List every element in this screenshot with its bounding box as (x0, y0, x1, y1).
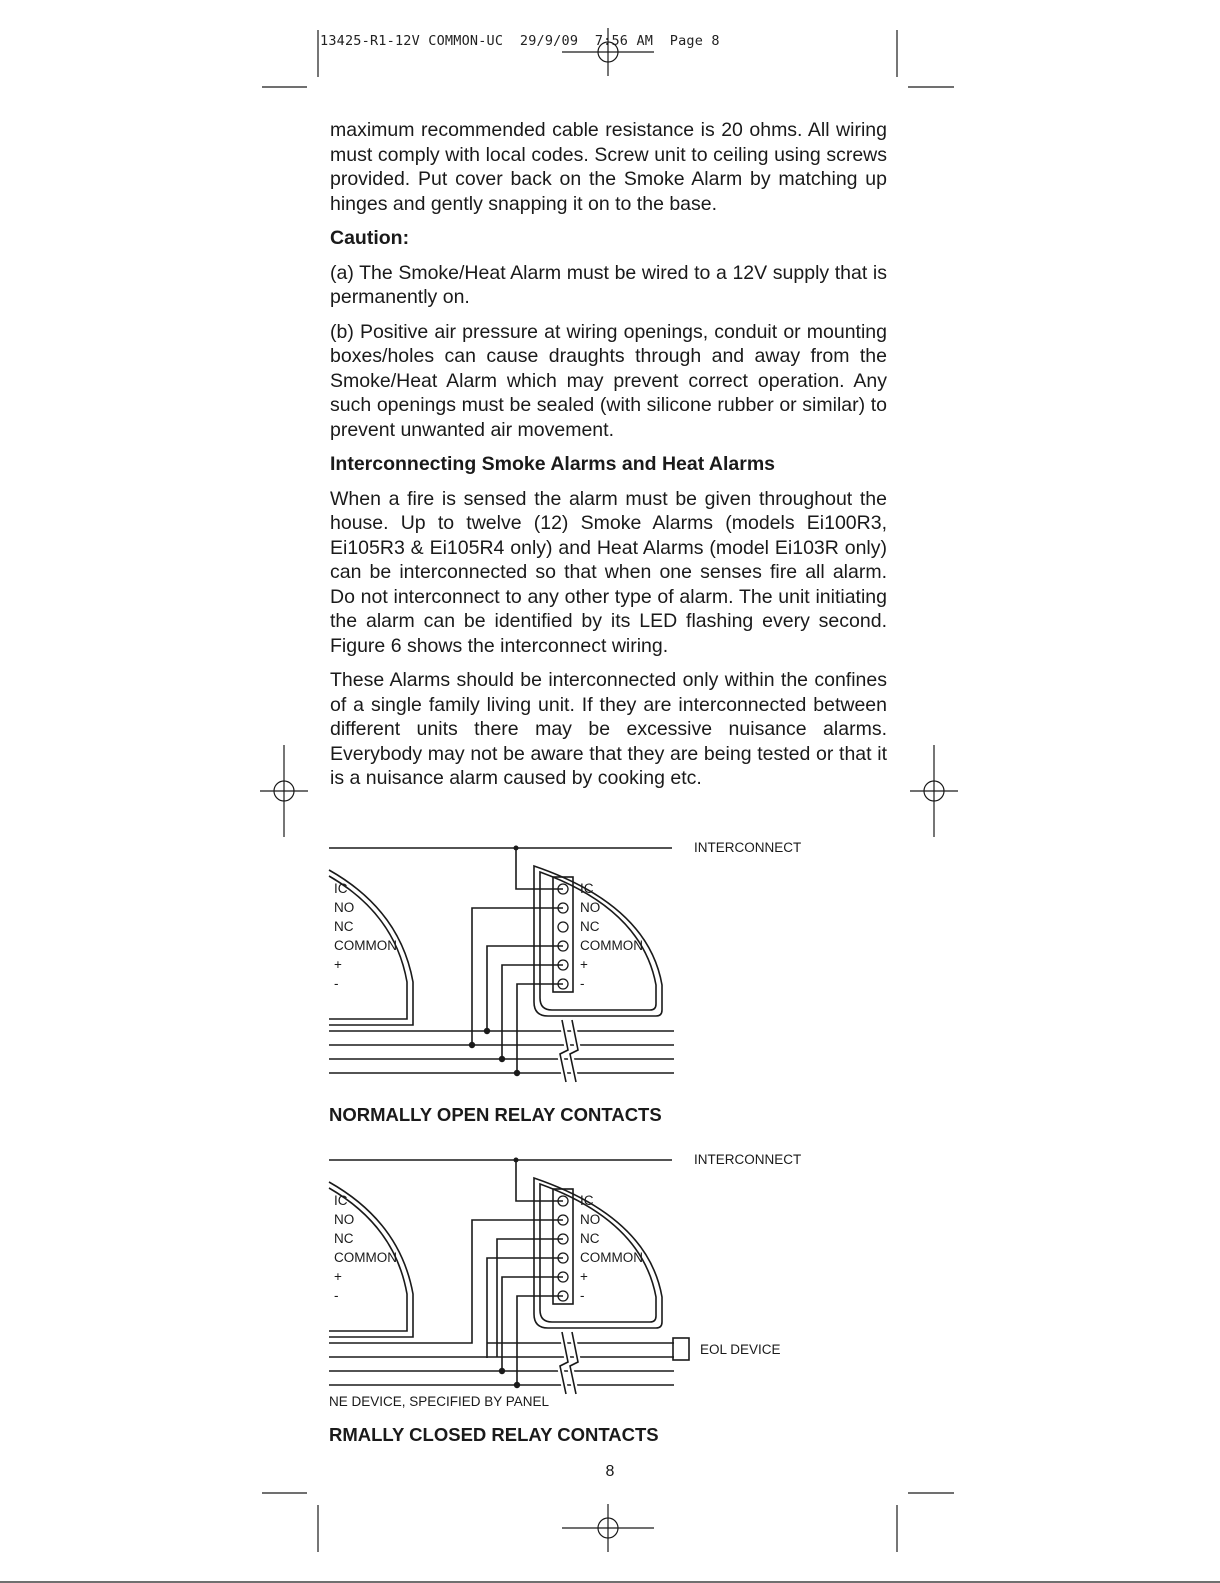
diagram-normally-open (329, 840, 801, 1125)
wiring (329, 846, 674, 1083)
terminal-label: NC (334, 1231, 354, 1246)
interconnect-heading: Interconnecting Smoke Alarms and Heat Alarms (330, 453, 776, 475)
terminal-label: + (580, 957, 588, 972)
header-page-label: Page 8 (669, 33, 720, 49)
paragraph-interconnect-1: When a fire is sensed the alarm must be given throughout the house. Up to twelve (12) Smoke Alarms (models Ei100R3, Ei105R3 & Ei105R4 only) and Heat Alarms (model Ei103R only) can be interconnected so that when one senses fire all alarm. Do not interconnect to any other type of alarm. The unit initiating the alarm can be identified by its LED flashing every second. Figure 6 shows the interconnect wiring. (330, 487, 887, 657)
terminal-label: COMMON (580, 1250, 643, 1265)
eol-device-label: EOL DEVICE (700, 1342, 781, 1357)
eol-device-symbol (673, 1338, 689, 1360)
terminal-label: COMMON (334, 938, 397, 953)
terminal-label: NO (580, 900, 601, 915)
terminal-label: NO (334, 1212, 355, 1227)
left-terminal-labels (334, 881, 397, 991)
crop-marks (262, 30, 954, 1552)
wiring (329, 1158, 674, 1395)
terminal-label: - (580, 976, 585, 991)
terminal-label: + (334, 1269, 342, 1284)
right-terminal-labels (580, 1193, 643, 1303)
terminal-label: IC (334, 881, 348, 896)
terminal-label: + (580, 1269, 588, 1284)
terminal-label: - (334, 1288, 339, 1303)
header-time: 7:56 AM (594, 33, 654, 49)
right-terminal-labels (580, 881, 643, 991)
terminal-label: - (334, 976, 339, 991)
interconnect-label: INTERCONNECT (694, 840, 802, 855)
terminal-label: NO (334, 900, 355, 915)
terminal-label: NO (580, 1212, 601, 1227)
terminal-label: IC (580, 881, 594, 896)
terminal-label: COMMON (334, 1250, 397, 1265)
diagram-caption: RMALLY CLOSED RELAY CONTACTS (329, 1424, 659, 1445)
terminal-label: NC (334, 919, 354, 934)
page-number: 8 (605, 1463, 615, 1480)
registration-marks (260, 28, 958, 1552)
left-terminal-labels (334, 1193, 397, 1303)
interconnect-label: INTERCONNECT (694, 1152, 802, 1167)
terminal-label: NC (580, 1231, 600, 1246)
terminal-label: NC (580, 919, 600, 934)
terminal-label: COMMON (580, 938, 643, 953)
terminal-label: + (334, 957, 342, 972)
header-date: 29/9/09 (519, 33, 579, 49)
caution-b: (b) Positive air pressure at wiring openings, conduit or mounting boxes/holes can cause draughts through and away from the Smoke/Heat Alarm which may prevent correct operation. Any such openings must be sealed (with silicone rubber or similar) to prevent unwanted air movement. (330, 320, 887, 441)
diagram-caption: NORMALLY OPEN RELAY CONTACTS (329, 1104, 662, 1125)
terminal-screws (558, 884, 568, 989)
paragraph-interconnect-2: These Alarms should be interconnected only within the confines of a single family living unit. If they are interconnected between different units there may be excessive nuisance alarms. Everybody may not be aware that they are being tested or that it is a nuisance alarm caused by cooking etc. (330, 669, 887, 789)
diagram-normally-closed (329, 1152, 801, 1445)
header-doc-id: 13425-R1-12V COMMON-UC (320, 33, 504, 49)
paragraph-installation: maximum recommended cable resistance is 20 ohms. All wiring must comply with local codes. Screw unit to ceiling using screws provided. Put cover back on the Smoke Alarm by matching up hinges and gently snapping it on to the base. (330, 119, 887, 215)
caution-a: (a) The Smoke/Heat Alarm must be wired to a 12V supply that is permanently on. (330, 261, 887, 308)
caution-heading: Caution: (330, 227, 410, 249)
eol-device-note: NE DEVICE, SPECIFIED BY PANEL (329, 1394, 550, 1409)
terminal-label: - (580, 1288, 585, 1303)
terminal-label: IC (334, 1193, 348, 1208)
terminal-screws (558, 1196, 568, 1301)
terminal-label: IC (580, 1193, 594, 1208)
